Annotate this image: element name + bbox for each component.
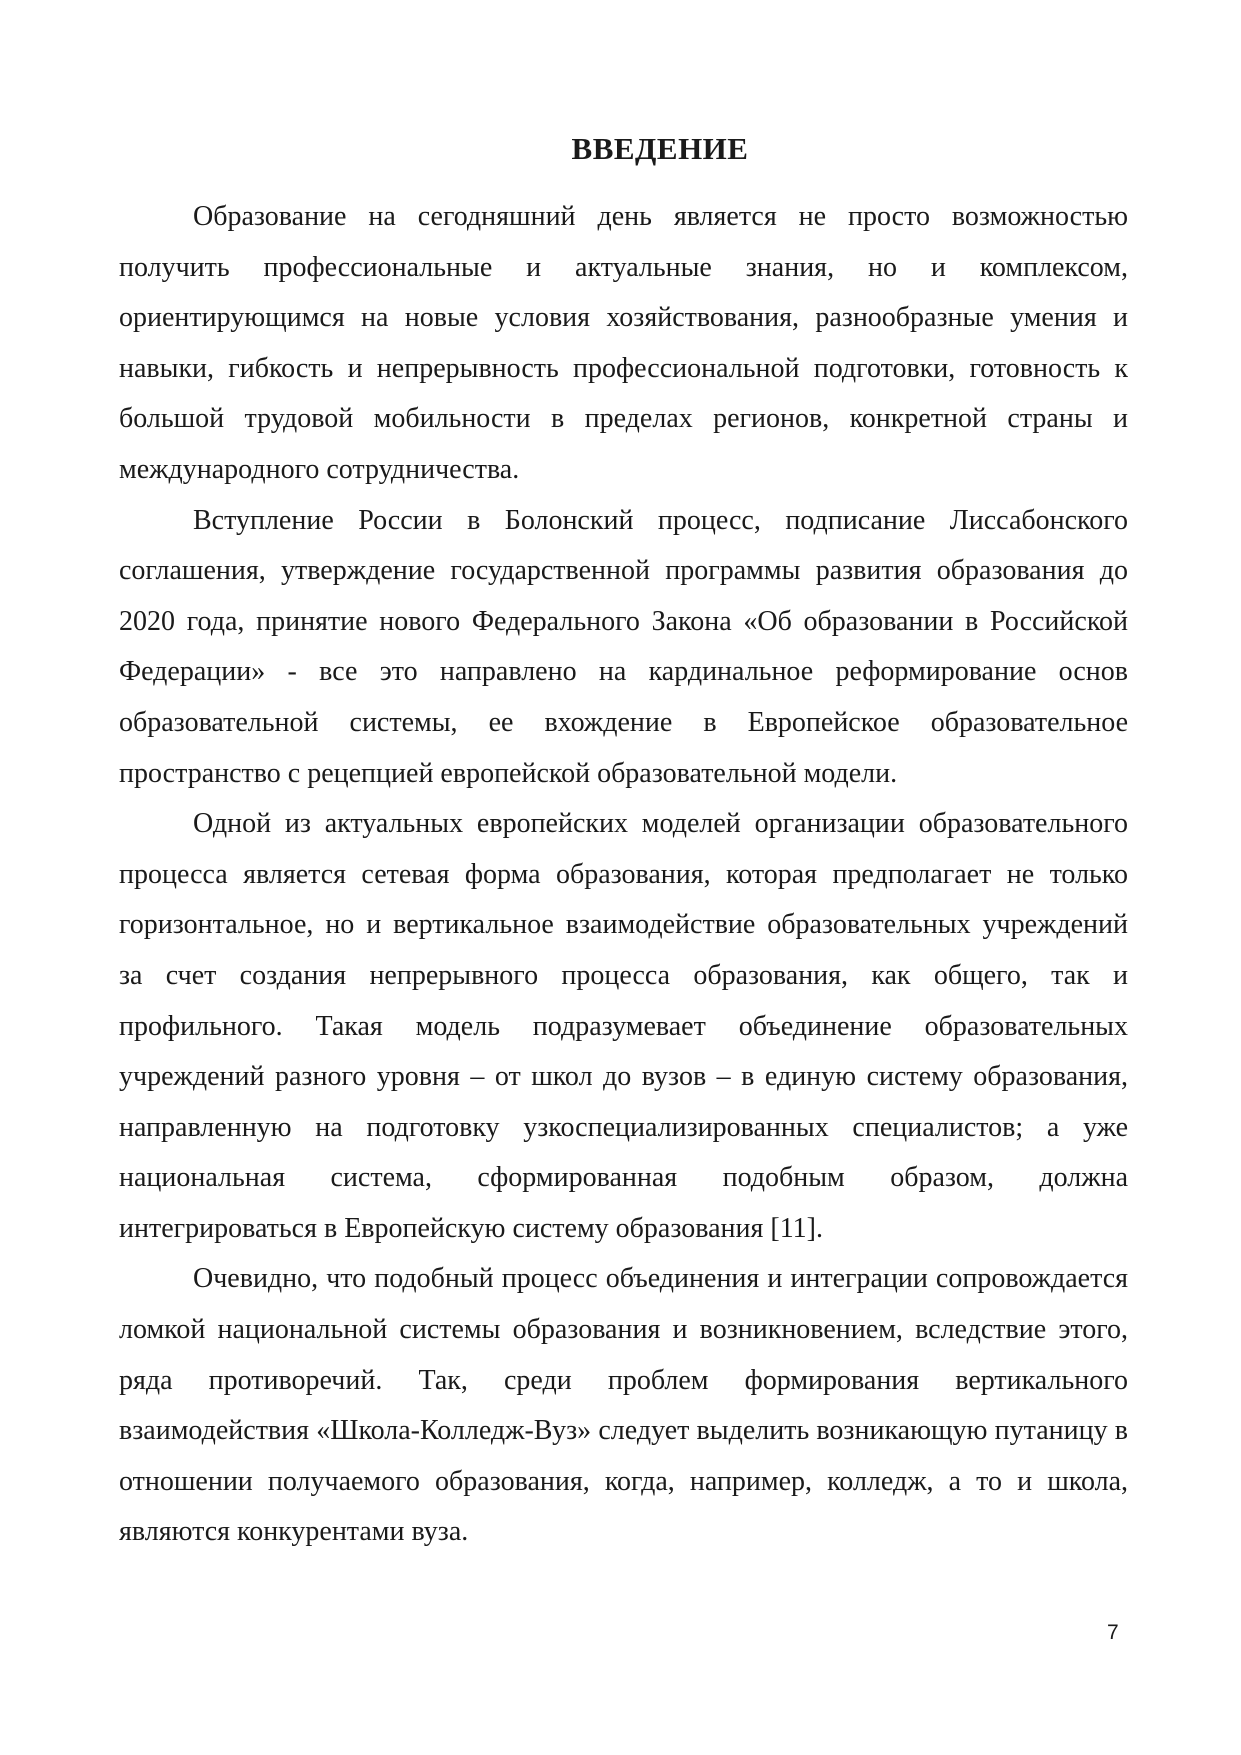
paragraph-2: Вступление России в Болонский процесс, подписание Лиссабонского соглашения, утверждение государственной программы развития образования до 2020 года, принятие нового Федерального Закона «Об образовании в Российской Федерации» - все это направлено на кардинальное реформирование основ образовательной системы, ее вхождение в Европейское образовательное пространство с рецепцией европейской образовательной модели. bbox=[119, 504, 1128, 789]
paragraph-4: Очевидно, что подобный процесс объединения и интеграции сопровождается ломкой национальной системы образования и возникновением, вследствие этого, ряда противоречий. Так, среди проблем формирования вертикального взаимодействия «Школа-Колледж-Вуз» следует выделить возникающую путаницу в отношении получаемого образования, когда, например, колледж, а то и школа, являются конкурентами вуза. bbox=[119, 1263, 1128, 1548]
page-number: 7 bbox=[1107, 1621, 1119, 1644]
body-text bbox=[119, 192, 1128, 1558]
paragraph-3: Одной из актуальных европейских моделей организации образовательного процесса является сетевая форма образования, которая предполагает не только горизонтальное, но и вертикальное взаимодействие образовательных учреждений за счет создания непрерывного процесса образования, как общего, так и профильного. Такая модель подразумевает объединение образовательных учреждений разного уровня – от школ до вузов – в единую систему образования, направленную на подготовку узкоспециализированных специалистов; а уже национальная система, сформированная подобным образом, должна интегрироваться в Европейскую систему образования [11]. bbox=[119, 808, 1128, 1244]
page-heading: ВВЕДЕНИЕ bbox=[571, 131, 749, 166]
paragraph-1: Образование на сегодняшний день является не просто возможностью получить профессиональные и актуальные знания, но и комплексом, ориентирующимся на новые условия хозяйствования, разнообразные умения и навыки, гибкость и непрерывность профессиональной подготовки, готовность к большой трудовой мобильности в пределах регионов, конкретной страны и международного сотрудничества. bbox=[119, 201, 1128, 485]
